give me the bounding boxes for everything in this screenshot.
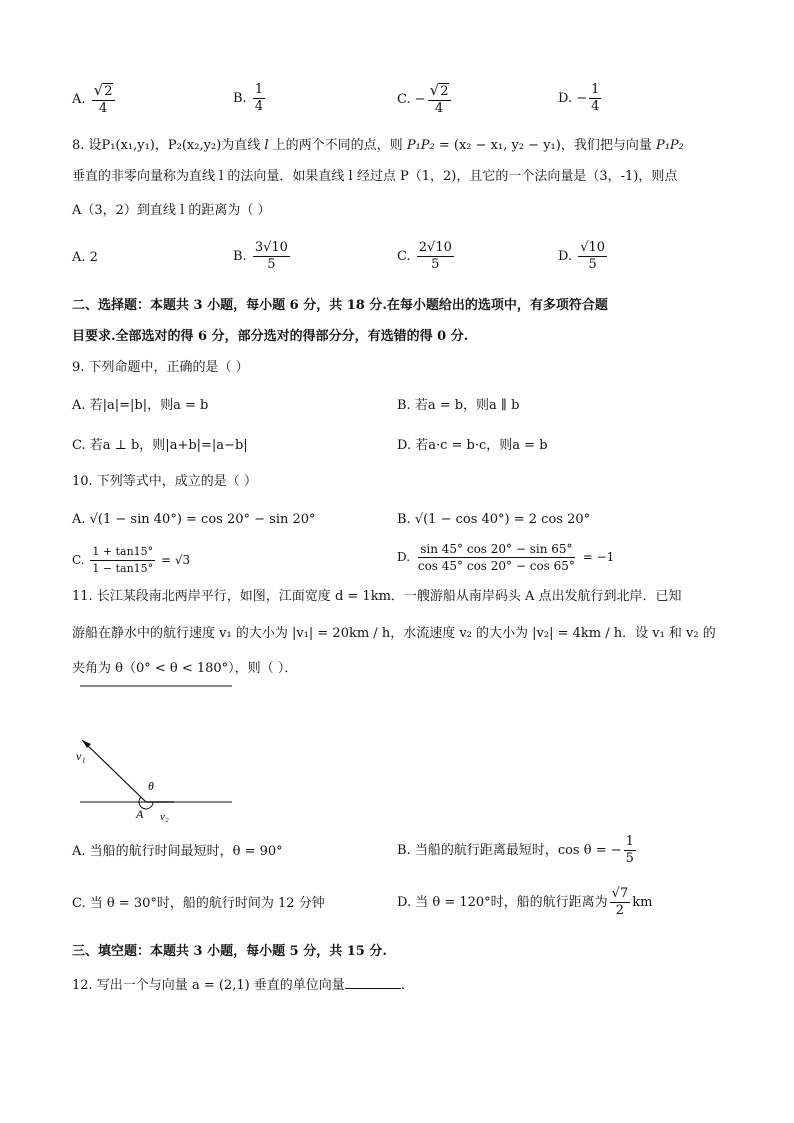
- section2-heading-line-2: 目要求.全部选对的得 6 分，部分选对的得部分分，有选错的得 0 分.: [72, 329, 469, 344]
- q11-b-fraction: $\frac{1}{5}$: [625, 834, 634, 866]
- q8-option-b: B. $\frac{3√10}{5}$: [233, 240, 288, 272]
- q10-stem: 10. 下列等式中，成立的是（ ）: [72, 474, 257, 489]
- q7-option-c: C. − $\frac{√2}{4}$: [397, 81, 449, 116]
- q10-c-fraction: $\frac{1 + \tan 15^\circ}{1 - \tan 15^\circ}$: [92, 545, 154, 575]
- q9-option-a: A. 若|a|=|b|，则a = b: [72, 398, 209, 413]
- q7-b-fraction: $\frac{1}{4}$: [254, 82, 264, 114]
- q9-option-c: C. 若a ⊥ b，则|a+b|=|a−b|: [72, 438, 248, 453]
- q7-option-b: B. $\frac{1}{4}$: [233, 82, 264, 114]
- q8-c-fraction: $\frac{2√10}{5}$: [418, 240, 452, 272]
- q8-d-fraction: $\frac{√10}{5}$: [580, 240, 606, 272]
- v1-vector-line: [82, 740, 146, 802]
- q11-option-c: C. 当 θ = 30°时，船的航行时间为 12 分钟: [72, 896, 325, 911]
- q8-option-a: A. 2: [72, 250, 98, 265]
- q8-line-3: A（3，2）到直线 l 的距离为（ ）: [72, 203, 271, 218]
- section2-heading-line-1: 二、选择题：本题共 3 小题，每小题 6 分，共 18 分.在每小题给出的选项中，有多项符合题: [72, 298, 608, 313]
- q7-a-fraction: $\frac{√2}{4}$: [93, 81, 113, 116]
- q7-option-a: A. $\frac{√2}{4}$: [72, 81, 113, 116]
- theta-label: θ: [148, 779, 154, 793]
- q8-option-c: C. $\frac{2√10}{5}$: [397, 240, 452, 272]
- q10-option-c: C. $\frac{1 + \tan 15^\circ}{1 - \tan 15^\circ}$ = √3: [72, 545, 191, 575]
- q10-option-a: A. √(1 − sin 40°) = cos 20° − sin 20°: [72, 512, 316, 527]
- q8-option-d: D. $\frac{√10}{5}$: [558, 240, 606, 272]
- q11-line-3: 夹角为 θ（0° < θ < 180°），则（ ）．: [72, 661, 298, 676]
- q11-river-diagram: [72, 680, 242, 825]
- q12-question: 12. 写出一个与向量 a = (2,1) 垂直的单位向量 .: [72, 978, 405, 993]
- q7-d-fraction: $\frac{1}{4}$: [591, 82, 600, 114]
- q11-line-1: 11. 长江某段南北两岸平行，如图，江面宽度 d = 1km．一艘游船从南岸码头 A 点出发航行到北岸．已知: [72, 589, 682, 604]
- q11-option-b: B. 当船的航行距离最短时，cos θ = − $\frac{1}{5}$: [397, 834, 634, 866]
- section3-heading: 三、填空题：本题共 3 小题，每小题 5 分，共 15 分.: [72, 944, 387, 959]
- v1-label: v₁: [76, 749, 86, 763]
- q11-option-d: D. 当 θ = 120°时，船的航行距离为 $\frac{√7}{2}$ km: [397, 886, 653, 918]
- q10-d-fraction: $\frac{\sin 45^\circ \cos 20^\circ - \sin 65^\circ}{\cos 45^\circ \cos 20^\circ - \cos 65^\circ}$: [417, 542, 575, 573]
- point-a-label: A: [136, 807, 144, 821]
- q7-c-fraction: $\frac{√2}{4}$: [429, 81, 449, 116]
- q11-d-fraction: $\frac{√7}{2}$: [611, 886, 629, 918]
- q10-option-d: D. $\frac{\sin 45^\circ \cos 20^\circ - \sin 65^\circ}{\cos 45^\circ \cos 20^\circ - \cos 65^\circ}$ = −1: [397, 542, 615, 573]
- q12-answer-blank[interactable]: [345, 976, 401, 989]
- q9-option-d: D. 若a·c = b·c，则a = b: [397, 438, 548, 453]
- q8-b-fraction: $\frac{3√10}{5}$: [254, 240, 288, 272]
- q8-line-2: 垂直的非零向量称为直线 l 的法向量．如果直线 l 经过点 P（1，2)，且它的一个法向量是（3，-1)，则点: [72, 169, 678, 184]
- q11-option-a: A. 当船的航行时间最短时，θ = 90°: [72, 844, 283, 859]
- q9-option-b: B. 若a = b，则a ∥ b: [397, 398, 520, 413]
- v2-label: v₂: [160, 811, 169, 823]
- q9-stem: 9. 下列命题中，正确的是（ ）: [72, 360, 249, 375]
- q11-line-2: 游船在静水中的航行速度 v₁ 的大小为 |v₁| = 20km / h，水流速度 v₂ 的大小为 |v₂| = 4km / h．设 v₁ 和 v₂ 的: [72, 626, 716, 641]
- q8-line-1: 8. 设P₁(x₁,y₁)，P₂(x₂,y₂)为直线 l 上的两个不同的点，则 P₁P₂ = (x₂ − x₁, y₂ − y₁)，我们把与向量 P₁P₂: [72, 138, 684, 153]
- q10-option-b: B. √(1 − cos 40°) = 2 cos 20°: [397, 512, 591, 527]
- q7-option-d: D. − $\frac{1}{4}$: [558, 82, 600, 114]
